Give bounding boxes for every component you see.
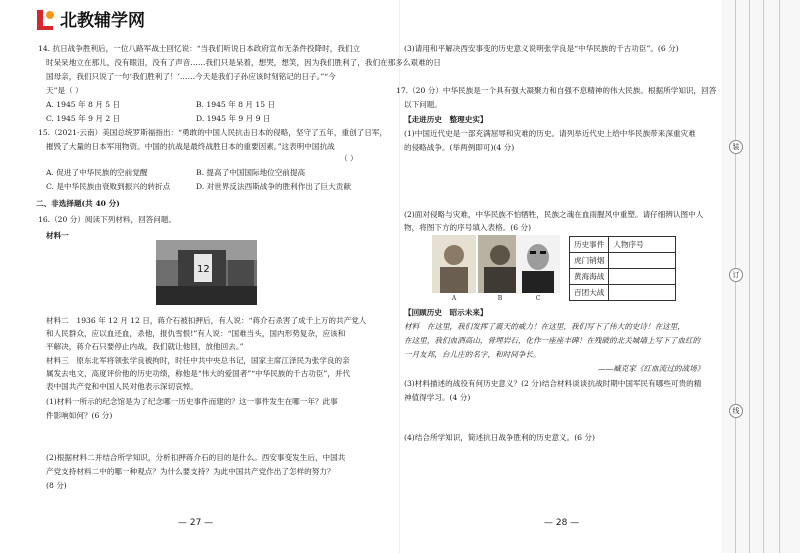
table-cell-event: 虎门销烟 (570, 253, 609, 269)
binding-line (749, 0, 750, 553)
logo-mark-icon (34, 8, 56, 32)
memorial-photo (156, 240, 257, 305)
table-cell-answer[interactable] (609, 269, 676, 285)
table-header-cell: 历史事件 (570, 237, 609, 253)
q16-2-line-2: 产党支持材料二中的哪一种观点？为什么要支持？为此中国共产党作出了怎样的努力？ (46, 467, 335, 476)
q14-option-d: D. 1945 年 9 月 9 日 (196, 114, 271, 123)
table-cell-event: 百团大战 (570, 285, 609, 301)
event-person-table (569, 236, 676, 301)
q15-option-b: B. 提高了中国国际地位空前提高 (196, 168, 306, 177)
table-cell-answer[interactable] (609, 285, 676, 301)
q14-option-a: A. 1945 年 8 月 5 日 (46, 100, 121, 109)
binding-seal: 线 (729, 404, 743, 418)
q15-option-c: C. 是中华民族由衰败到振兴的转折点 (46, 182, 171, 191)
q14-line-3: 国母亲，我们只说了一句‘我们胜利了！’……今天是我们子孙应该时刻铭记的日子。”“今 (46, 72, 336, 81)
q16-2-line-3: (8 分) (46, 481, 67, 490)
binding-line (779, 0, 780, 553)
q17-1-line-1: (1)中国近代史是一部充满屈辱和灾难的历史。请列举近代史上给中华民族带来深重灾难 (404, 129, 696, 138)
q17-4-text: (4)结合所学知识，简述抗日战争胜利的历史意义。(6 分) (404, 433, 595, 442)
q17-2-line-1: (2)面对侵略与灾难，中华民族不怕牺牲，民族之魂在血雨腥风中重塑。请仔细辨认图中人 (404, 210, 704, 219)
q16-3-text: (3)请用和平解决西安事变的历史意义说明张学良是“中华民族的千古功臣”。(6 分) (404, 44, 679, 53)
q14-line-1: 14. 抗日战争胜利后，一位八路军战士回忆说：“当我们听说日本政府宣布无条件投降时，我们立 (38, 44, 361, 53)
section-heading: 二、非选择题(共 40 分) (36, 199, 120, 208)
material-2-line-2: 和人民群众，应以血还血，杀他，报仇雪恨!”有人说：“国难当头，国内形势复杂，应该和 (46, 329, 346, 338)
q14-line-2: 时呆呆地立在那儿，没有眼泪，没有了声音……我们只是呆着，想哭，想笑，因为我们胜利了，我们在那多么艰难的日 (46, 58, 441, 67)
svg-text:12: 12 (197, 264, 210, 275)
brand-logo (34, 8, 174, 36)
binding-line (763, 0, 764, 553)
page-number-left: — 27 — (178, 518, 214, 528)
portrait-a-label: A (451, 295, 457, 302)
heading-look-back: 【回顾历史 昭示未来】 (404, 308, 488, 317)
material-3-line-2: 属发去电文，高度评价他的历史功绩，称他是“伟大的爱国者”“中华民族的千古功臣”，并代 (46, 369, 351, 378)
material-3-line-1: 材料三 原东北军将领张学良被拘时，时任中共中央总书记，国家主席江泽民为张学良的亲 (46, 356, 350, 365)
poem-source: ——臧克家《红血流过的战场》 (598, 364, 705, 373)
brand-name: 北教辅学网 (60, 11, 145, 31)
q15-answer-bracket: （ ） (340, 154, 358, 163)
q17-3-line-2: 神值得学习。(4 分) (404, 393, 471, 402)
q17-3-line-1: (3)材料描述的战役有何历史意义？(2 分)结合材料谈谈抗战时期中国军民有哪些可贵的精 (404, 379, 702, 388)
table-row (570, 285, 676, 301)
material-1-label: 材料一 (46, 231, 69, 240)
q16-1-line-1: (1)材料一所示的纪念馆是为了纪念哪一历史事件而建的？这一事件发生在哪一年？此事 (46, 397, 338, 406)
table-cell-event: 黄海海战 (570, 269, 609, 285)
q17-2-line-2: 物，将图下方的序号填入表格。(6 分) (404, 223, 532, 232)
page-divider (399, 0, 400, 553)
binding-seal: 订 (729, 268, 743, 282)
table-row (570, 253, 676, 269)
poem-line-1: 材料 在这里，我们发挥了震天的威力！在这里，我们写下了伟大的史诗！在这里， (404, 322, 685, 331)
material-2-line-3: 平解决，蒋介石只要停止内战，我们就让他回，放他回去。” (46, 342, 244, 351)
q14-line-4: 天”是（ ） (46, 86, 83, 95)
binding-seal: 装 (729, 140, 743, 154)
q14-option-c: C. 1945 年 9 月 2 日 (46, 114, 121, 123)
q15-line-1: 15.（2021·云南）美国总统罗斯福指出：“勇敢的中国人民抗击日本的侵略，坚守了五年，重创了日军， (38, 128, 388, 137)
page-number-right: — 28 — (544, 518, 580, 528)
q14-option-b: B. 1945 年 8 月 15 日 (196, 100, 276, 109)
material-3-line-3: 表中国共产党和中国人民对他表示深切哀悼。 (46, 382, 198, 391)
q17-line-1: 17.（20 分）中华民族是一个具有强大凝聚力和自强不息精神的伟大民族。根据所学知识，回答 (396, 86, 717, 95)
poem-line-3: 一月友邦，台儿庄的名字，和时间争长。 (404, 350, 541, 359)
q17-1-line-2: 的侵略战争。(举两例即可)(4 分) (404, 143, 515, 152)
portrait-c-label: C (535, 295, 541, 302)
material-2-line-1: 材料二 1936 年 12 月 12 日，蒋介石被扣押后，有人说：“蒋介石杀害了成千上万的共产党人 (46, 316, 367, 325)
q16-2-line-1: (2)根据材料二并结合所学知识，分析扣押蒋介石的目的是什么。西安事变发生后，中国共 (46, 453, 346, 462)
q15-option-a: A. 促进了中华民族的空前觉醒 (46, 168, 148, 177)
q16-stem: 16.（20 分）阅读下列材料，回答问题。 (38, 215, 177, 224)
q16-1-line-2: 件影响如何？(6 分) (46, 411, 113, 420)
portrait-a (432, 235, 476, 293)
table-header-cell: 人物序号 (609, 237, 676, 253)
q15-option-d: D. 对世界反法西斯战争的胜利作出了巨大贡献 (196, 182, 351, 191)
q15-line-2: 摧毁了大量的日本军用物资。中国的抗战是最终战胜日本的重要因素。”这表明中国抗战 (46, 142, 335, 151)
heading-review-facts: 【走进历史 整理史实】 (404, 115, 488, 124)
table-row (570, 269, 676, 285)
table-header-row (570, 237, 676, 253)
poem-line-2: 在这里，我们血洒高山，骨埋岩石，化作一座座丰碑！在残破的北关城墙上写下了血红的 (404, 336, 701, 345)
table-cell-answer[interactable] (609, 253, 676, 269)
q17-line-2: 以下问题。 (404, 100, 442, 109)
portrait-b-label: B (497, 295, 503, 302)
portrait-c (516, 235, 560, 293)
